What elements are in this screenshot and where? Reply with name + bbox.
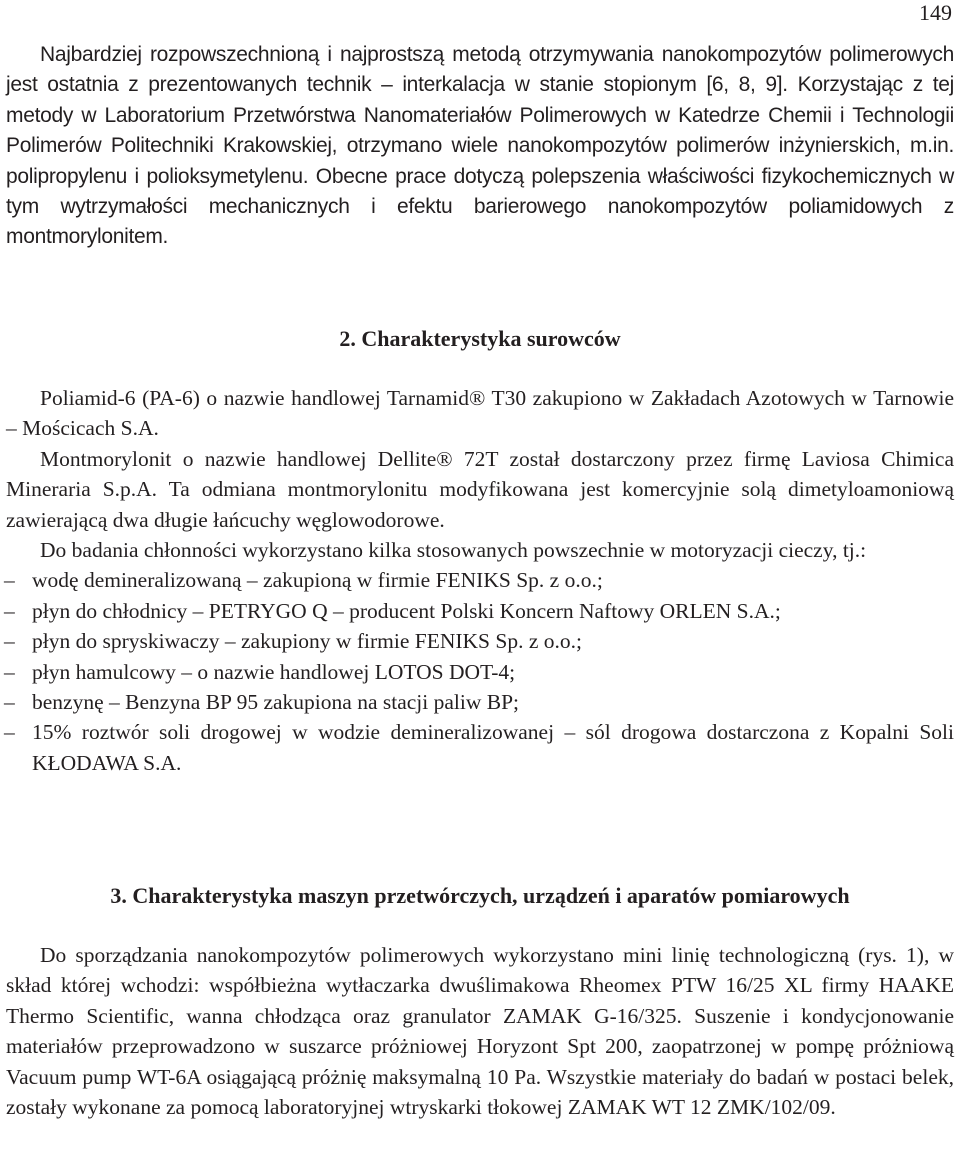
list-item: – 15% roztwór soli drogowej w wodzie demineralizowanej – sól drogowa dostarczona z Kopalni Soli KŁODAWA S.A. [6, 717, 954, 778]
intro-section [6, 40, 954, 253]
section-3-paragraph-1: Do sporządzania nanokompozytów polimerowych wykorzystano mini linię technologiczną (rys. 1), w skład której wchodzi: współbieżna wytłaczarka dwuślimakowa Rheomex PTW 16/25 XL firmy HAAKE Thermo Scientific, wanna chłodząca oraz granulator ZAMAK G-16/325. Suszenie i kondycjonowanie materiałów przeprowadzono w suszarce próżniowej Horyzont Spt 200, zaopatrzonej w pompę próżniową Vacuum pump WT-6A osiągającą próżnię maksymalną 10 Pa. Wszystkie materiały do badań w postaci belek, zostały wykonane za pomocą laboratoryjnej wtryskarki tłokowej ZAMAK WT 12 ZMK/102/09. [6, 943, 954, 1120]
section-2-paragraph-3: Do badania chłonności wykorzystano kilka stosowanych powszechnie w motoryzacji cieczy, tj.: [40, 538, 867, 563]
section-2-heading: 2. Charakterystyka surowców [339, 326, 621, 351]
list-item: – płyn hamulcowy – o nazwie handlowej LOTOS DOT-4; [6, 657, 954, 687]
liquids-list [6, 565, 954, 778]
section-2-body [6, 383, 954, 778]
section-3-heading: 3. Charakterystyka maszyn przetwórczych, urządzeń i aparatów pomiarowych [110, 883, 850, 908]
section-2-paragraph-1: Poliamid-6 (PA-6) o nazwie handlowej Tarnamid® T30 zakupiono w Zakładach Azotowych w Tarnowie – Mościcach S.A. [6, 386, 954, 441]
list-item: – płyn do spryskiwaczy – zakupiony w firmie FENIKS Sp. z o.o.; [6, 626, 954, 656]
intro-paragraph: Najbardziej rozpowszechnioną i najprostszą metodą otrzymywania nanokompozytów polimerowych jest ostatnia z prezentowanych technik – interkalacja w stanie stopionym [6, 8, 9]. Korzystając z tej metody w Laboratorium Przetwórstwa Nanomateriałów Polimerowych w Katedrze Chemii i Technologii Polimerów Politechniki Krakowskiej, otrzymano wiele nanokompozytów polimerów inżynierskich, m.in. polipropylenu i polioksymetylenu. Obecne prace dotyczą polepszenia właściwości fizykochemicznych w tym wytrzymałości mechanicznych i efektu barierowego nanokompozytów poliamidowych z montmorylonitem. [6, 43, 954, 249]
list-item: – płyn do chłodnicy – PETRYGO Q – producent Polski Koncern Naftowy ORLEN S.A.; [6, 596, 954, 626]
list-item: – wodę demineralizowaną – zakupioną w firmie FENIKS Sp. z o.o.; [6, 565, 954, 595]
list-item: – benzynę – Benzyna BP 95 zakupiona na stacji paliw BP; [6, 687, 954, 717]
section-3-body [6, 940, 954, 1122]
section-2-paragraph-2: Montmorylonit o nazwie handlowej Dellite® 72T został dostarczony przez firmę Laviosa Chimica Mineraria S.p.A. Ta odmiana montmorylonitu modyfikowana jest komercyjnie solą dimetyloamoniową zawierającą dwa długie łańcuchy węglowodorowe. [6, 446, 954, 532]
page-number: 149 [919, 0, 952, 25]
